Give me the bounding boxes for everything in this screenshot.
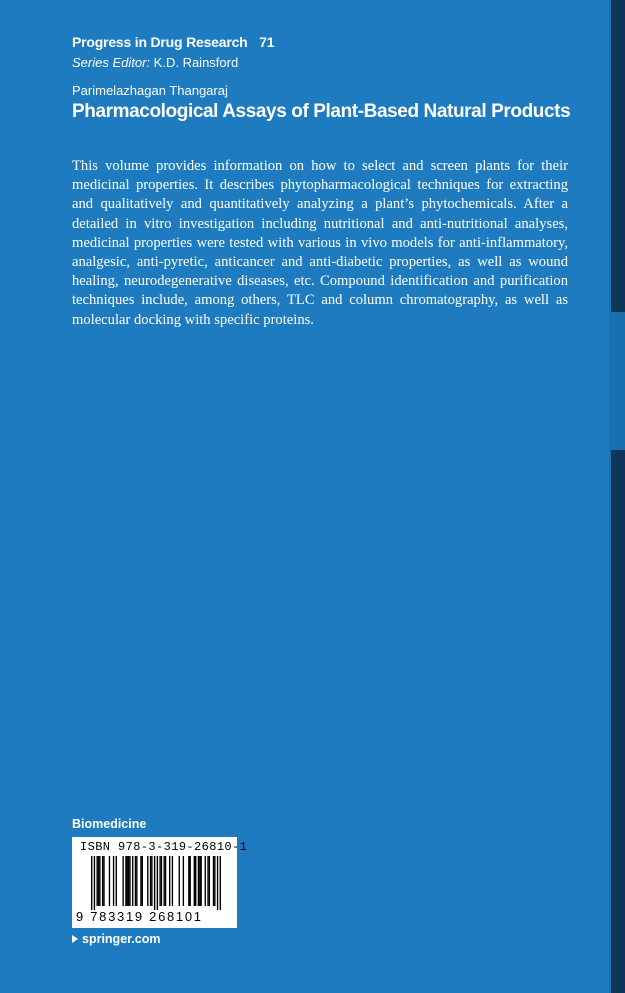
publisher-link[interactable] <box>72 932 161 946</box>
barcode-bar <box>122 856 123 906</box>
barcode-bar <box>150 856 151 906</box>
barcode-bar <box>159 856 160 906</box>
barcode-bar <box>205 856 206 906</box>
spine-dark-band-bottom <box>611 450 625 993</box>
barcode-bar <box>99 856 100 906</box>
barcode-bar <box>127 856 128 906</box>
book-title: Pharmacological Assays of Plant-Based Natural Products <box>72 101 571 122</box>
barcode-bar <box>172 856 173 906</box>
barcode-bar <box>183 856 184 906</box>
barcode-bar <box>151 856 152 906</box>
barcode-bar <box>207 856 208 906</box>
barcode-bar <box>199 856 200 906</box>
barcode-bar <box>154 856 155 910</box>
subject-category: Biomedicine <box>72 817 147 831</box>
publisher-url[interactable]: springer.com <box>82 932 161 946</box>
book-description: This volume provides information on how to select and screen plants for their medicinal properties. It describes phytopharmacological techniques for extracting and qualitatively and quantitatively analyzing a plant’s phytochemicals. After a detailed in vitro investigation including nutritional and anti-nutritional analyses, medicinal properties were tested with various in vivo models for anti-inflammatory, analgesic, anti-pyretic, anticancer and anti-diabetic properties, as well as wound healing, neurodegenerative diseases, etc. Compound identification and purification techniques include, among others, TLC and column chromatography, as well as molecular docking with specific proteins. <box>72 158 568 328</box>
barcode-bar <box>132 856 133 906</box>
isbn-label: ISBN 978-3-319-26810-1 <box>80 840 248 854</box>
barcode-bar <box>200 856 201 906</box>
ean-digits: 9 783319 268101 <box>76 909 203 924</box>
barcode-bar <box>188 856 189 906</box>
series-editor-name: K.D. Rainsford <box>153 55 239 70</box>
barcode-bar <box>195 856 196 906</box>
barcode-bar <box>161 856 162 906</box>
barcode-bar <box>125 856 126 906</box>
barcode-bar <box>102 856 103 906</box>
barcode-bar <box>169 856 170 906</box>
spine-dark-band-top <box>611 0 625 312</box>
barcode-bar <box>194 856 195 906</box>
series-line <box>72 34 274 50</box>
barcode-bar <box>96 856 97 906</box>
barcode-bar <box>140 856 141 906</box>
barcode-bar <box>129 856 130 906</box>
barcode-bars <box>91 856 221 910</box>
barcode-bar <box>94 856 95 910</box>
barcode-bar <box>190 856 191 906</box>
isbn-barcode <box>72 837 248 928</box>
barcode-bar <box>198 856 199 906</box>
barcode-bar <box>214 856 215 906</box>
barcode-bar <box>165 856 166 906</box>
barcode-bar <box>128 856 129 906</box>
barcode-bar <box>147 856 148 906</box>
barcode-bar <box>113 856 114 906</box>
series-name: Progress in Drug Research <box>72 34 248 50</box>
barcode-bar <box>135 856 136 906</box>
barcode-bar <box>213 856 214 906</box>
barcode-bar <box>142 856 143 906</box>
arrow-right-icon <box>72 935 78 943</box>
barcode-bar <box>209 856 210 906</box>
barcode-bar <box>136 856 137 906</box>
series-editor <box>72 55 238 70</box>
barcode-bar <box>220 856 221 910</box>
barcode-bar <box>164 856 165 906</box>
series-editor-label: Series Editor: <box>72 55 151 70</box>
barcode-bar <box>217 856 218 910</box>
barcode-bar <box>157 856 158 910</box>
barcode-bar <box>91 856 92 910</box>
barcode-bar <box>116 856 117 906</box>
barcode-bar <box>98 856 99 906</box>
barcode-bar <box>109 856 110 906</box>
book-author: Parimelazhagan Thangaraj <box>72 83 228 98</box>
barcode-bar <box>103 856 104 906</box>
barcode-bar <box>179 856 180 906</box>
series-volume: 71 <box>259 34 275 50</box>
